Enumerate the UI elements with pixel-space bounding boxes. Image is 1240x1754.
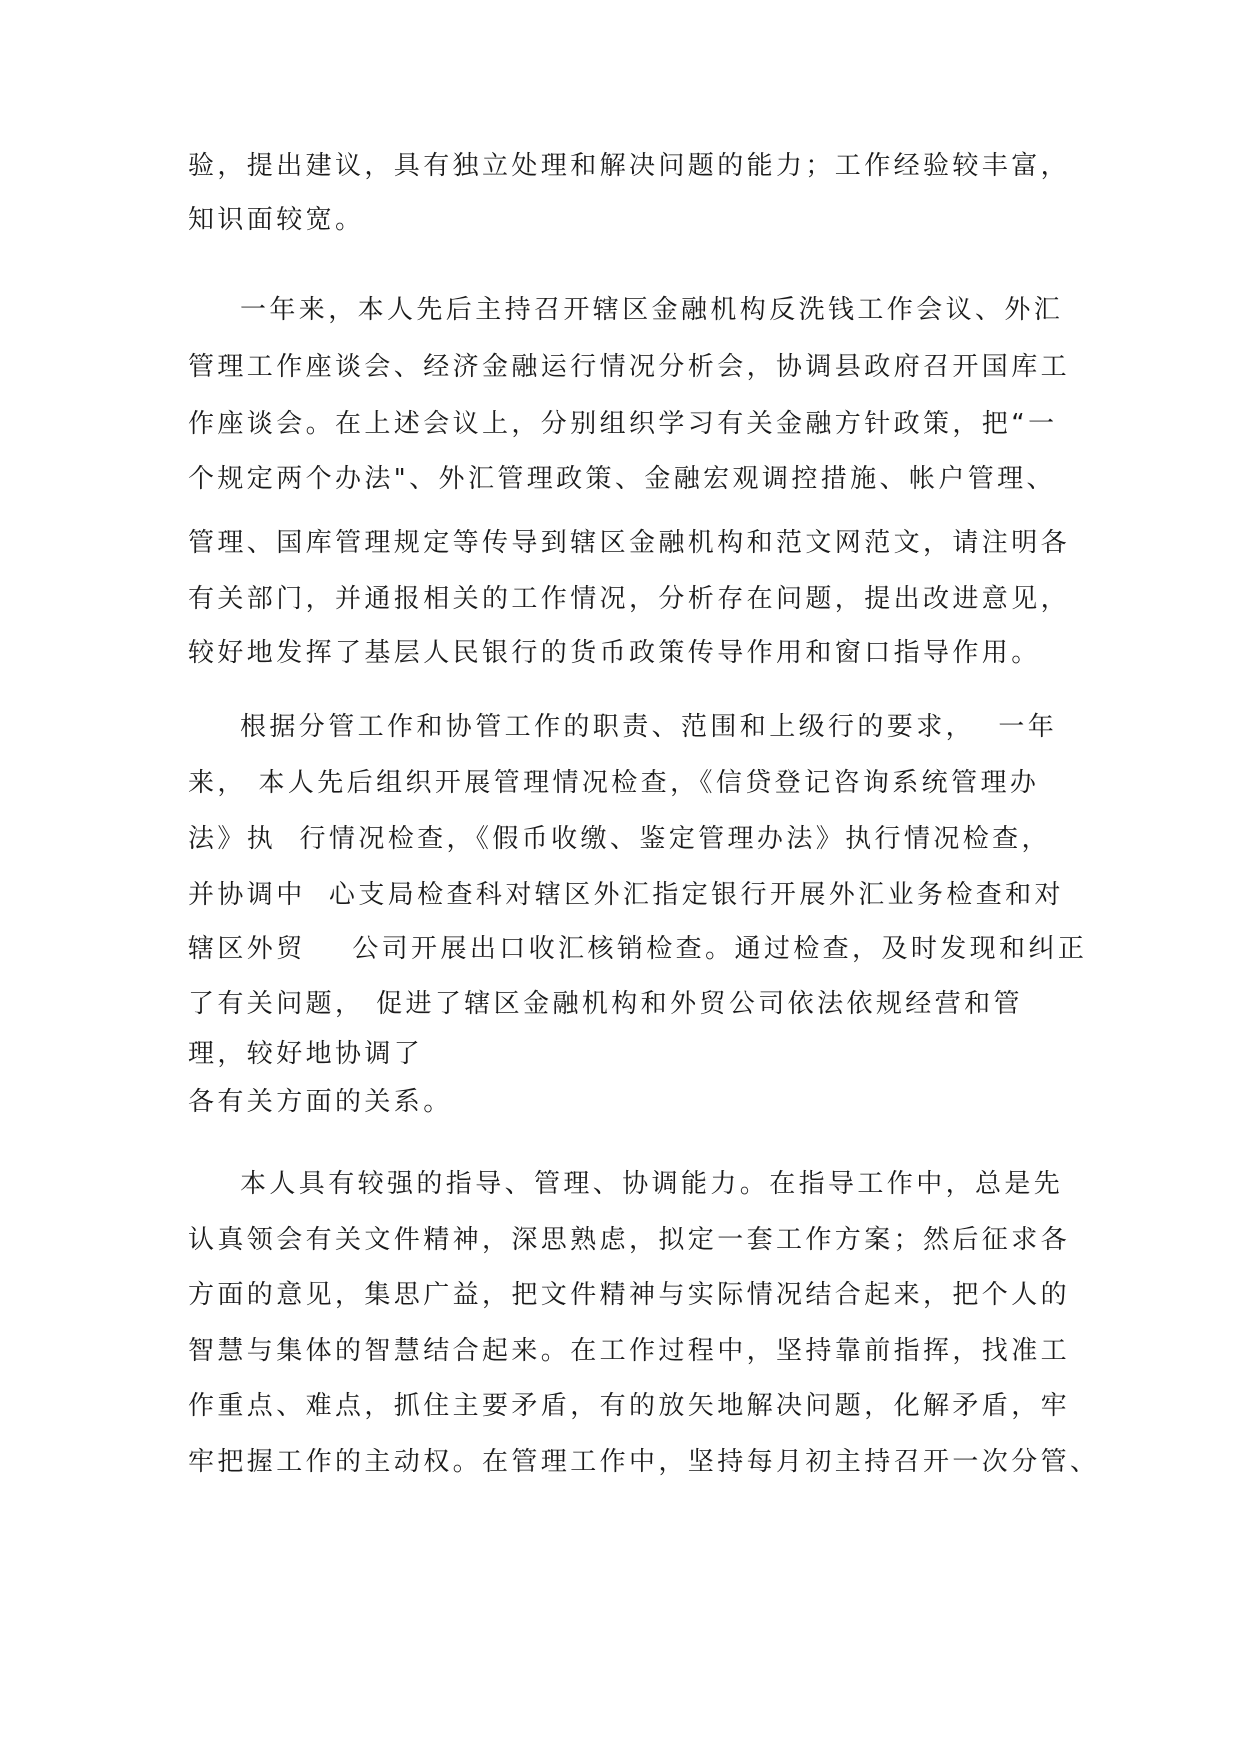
paragraph-start-line: 根据分管工作和协管工作的职责、范围和上级行的要求， 一年 <box>240 712 1058 742</box>
text-line: 较好地发挥了基层人民银行的货币政策传导作用和窗口指导作用。 <box>188 638 1041 668</box>
text-line: 验，提出建议，具有独立处理和解决问题的能力；工作经验较丰富， <box>188 151 1071 181</box>
text-line: 管理工作座谈会、经济金融运行情况分析会，协调县政府召开国库工 <box>188 352 1071 382</box>
text-line: 各有关方面的关系。 <box>188 1087 453 1117</box>
text-line: 并协调中 心支局检查科对辖区外汇指定银行开展外汇业务检查和对 <box>188 880 1064 910</box>
text-line: 牢把握工作的主动权。在管理工作中，坚持每月初主持召开一次分管、 <box>188 1447 1100 1477</box>
text-line: 管理、国库管理规定等传导到辖区金融机构和范文网范文，请注明各 <box>188 528 1071 558</box>
text-line: 辖区外贸 公司开展出口收汇核销检查。通过检查，及时发现和纠正 <box>188 934 1088 964</box>
text-line: 法》执 行情况检查，《假币收缴、鉴定管理办法》执行情况检查， <box>188 824 1051 854</box>
text-line: 来， 本人先后组织开展管理情况检查，《信贷登记咨询系统管理办 <box>188 768 1040 798</box>
text-line: 智慧与集体的智慧结合起来。在工作过程中，坚持靠前指挥，找准工 <box>188 1336 1071 1366</box>
text-line: 作重点、难点，抓住主要矛盾，有的放矢地解决问题，化解矛盾，牢 <box>188 1391 1071 1421</box>
text-line: 方面的意见，集思广益，把文件精神与实际情况结合起来，把个人的 <box>188 1280 1071 1310</box>
text-line: 知识面较宽。 <box>188 205 365 235</box>
text-line: 作座谈会。在上述会议上，分别组织学习有关金融方针政策，把“一 <box>188 409 1058 439</box>
paragraph-start-line: 一年来，本人先后主持召开辖区金融机构反洗钱工作会议、外汇 <box>240 295 1064 325</box>
text-line: 认真领会有关文件精神，深思熟虑，拟定一套工作方案；然后征求各 <box>188 1225 1071 1255</box>
text-line: 个规定两个办法"、外汇管理政策、金融宏观调控措施、帐户管理、 <box>188 464 1056 494</box>
text-line: 了有关问题， 促进了辖区金融机构和外贸公司依法依规经营和管 <box>188 989 1023 1019</box>
text-line: 有关部门，并通报相关的工作情况，分析存在问题，提出改进意见， <box>188 584 1071 614</box>
text-line: 理，较好地协调了 <box>188 1039 424 1069</box>
paragraph-start-line: 本人具有较强的指导、管理、协调能力。在指导工作中，总是先 <box>240 1169 1064 1199</box>
